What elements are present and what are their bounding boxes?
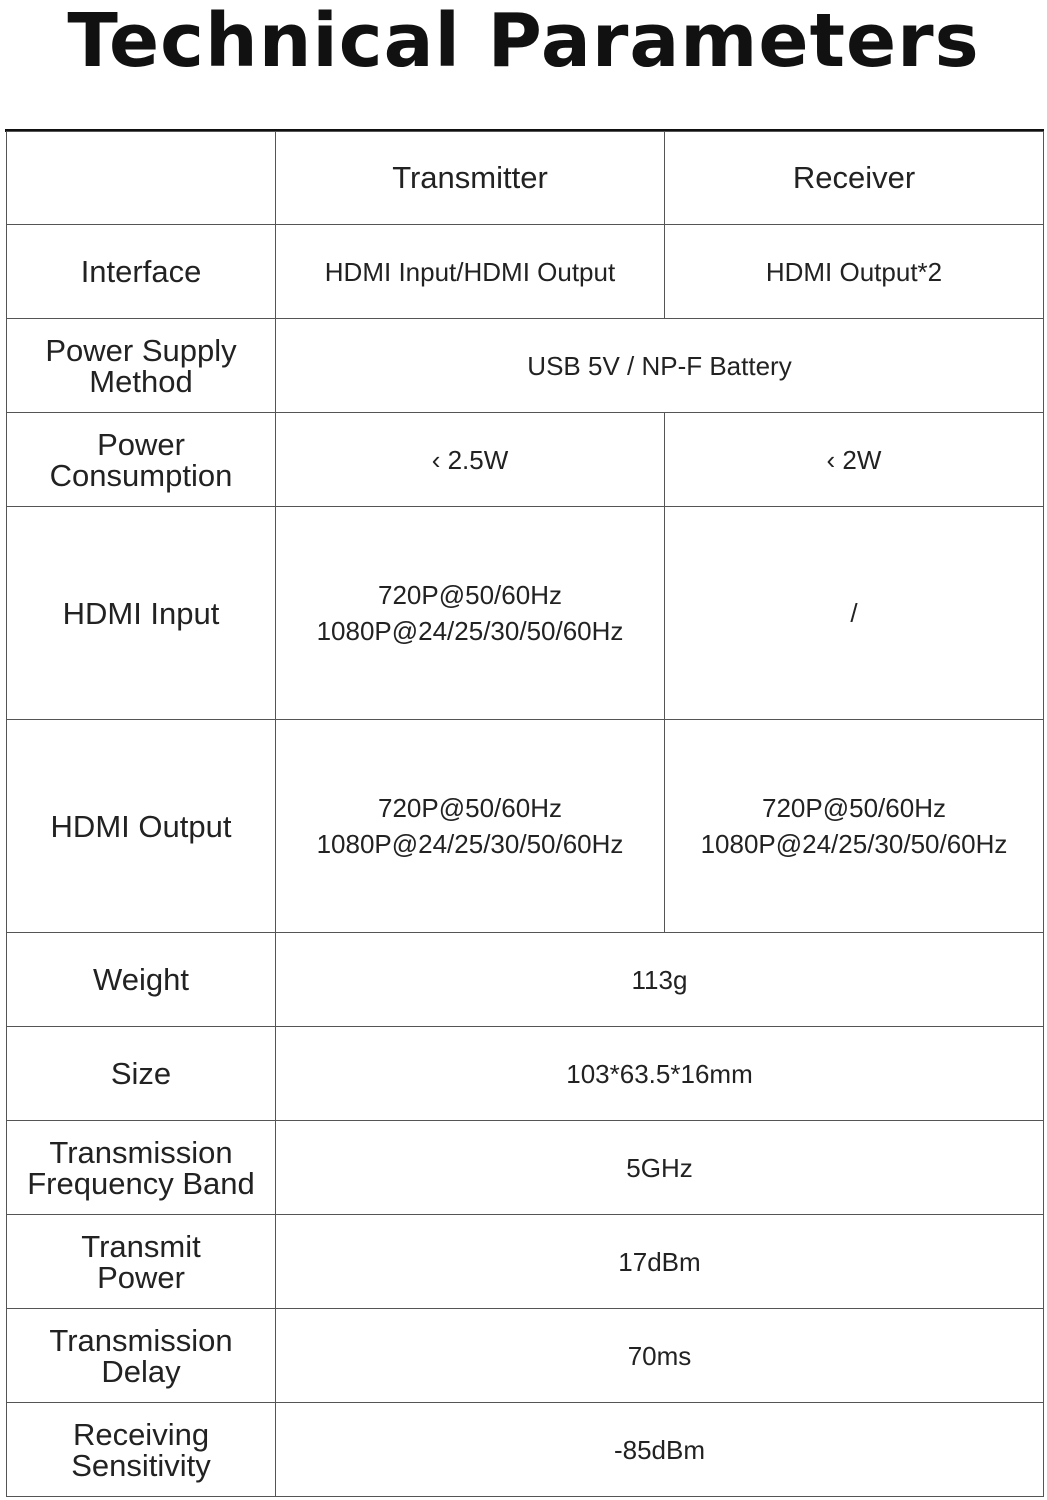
row-label-transmit-power	[7, 1215, 276, 1309]
corner-cell	[7, 132, 276, 225]
hdmi-output-transmitter	[276, 720, 665, 933]
label-line: Receiving	[72, 1416, 210, 1452]
row-label-transmission-delay	[7, 1309, 276, 1403]
row-label-power-supply	[7, 319, 276, 413]
row-label-frequency-band	[7, 1121, 276, 1215]
row-label-hdmi-output: HDMI Output	[7, 720, 276, 933]
row-label-weight: Weight	[7, 933, 276, 1027]
table-row	[7, 413, 1044, 507]
power-consumption-receiver: ‹ 2W	[665, 413, 1044, 507]
power-supply-value: USB 5V / NP-F Battery	[276, 319, 1044, 413]
value-line: 720P@50/60Hz	[378, 793, 562, 823]
label-line: Power	[97, 426, 185, 462]
table-row	[7, 1121, 1044, 1215]
power-consumption-transmitter: ‹ 2.5W	[276, 413, 665, 507]
table-row	[7, 225, 1044, 319]
table-row	[7, 933, 1044, 1027]
table-row	[7, 720, 1044, 933]
row-label-hdmi-input: HDMI Input	[7, 507, 276, 720]
hdmi-input-transmitter	[276, 507, 665, 720]
column-header-receiver: Receiver	[665, 132, 1044, 225]
interface-transmitter: HDMI Input/HDMI Output	[276, 225, 665, 319]
label-line: Power	[97, 1259, 185, 1295]
value-line: 720P@50/60Hz	[378, 580, 562, 610]
hdmi-output-receiver	[665, 720, 1044, 933]
table-row	[7, 1309, 1044, 1403]
table-row	[7, 1215, 1044, 1309]
transmit-power-value: 17dBm	[276, 1215, 1044, 1309]
hdmi-input-receiver: /	[665, 507, 1044, 720]
size-value: 103*63.5*16mm	[276, 1027, 1044, 1121]
frequency-band-value: 5GHz	[276, 1121, 1044, 1215]
row-label-power-consumption	[7, 413, 276, 507]
table-row	[7, 319, 1044, 413]
label-line: Sensitivity	[71, 1447, 211, 1483]
label-line: Transmit	[81, 1228, 201, 1264]
label-line: Transmission	[49, 1134, 233, 1170]
label-line: Delay	[101, 1353, 181, 1389]
value-line: 1080P@24/25/30/50/60Hz	[316, 829, 624, 859]
row-label-receiving-sensitivity	[7, 1403, 276, 1497]
label-line: Frequency Band	[27, 1165, 255, 1201]
row-label-size: Size	[7, 1027, 276, 1121]
label-line: Transmission	[49, 1322, 233, 1358]
value-line: 1080P@24/25/30/50/60Hz	[316, 616, 624, 646]
interface-receiver: HDMI Output*2	[665, 225, 1044, 319]
table-row	[7, 507, 1044, 720]
spec-table	[6, 131, 1044, 1497]
transmission-delay-value: 70ms	[276, 1309, 1044, 1403]
label-line: Consumption	[49, 457, 233, 493]
header-row	[7, 132, 1044, 225]
value-line: 1080P@24/25/30/50/60Hz	[700, 829, 1008, 859]
row-label-interface: Interface	[7, 225, 276, 319]
receiving-sensitivity-value: -85dBm	[276, 1403, 1044, 1497]
page-title: Technical Parameters	[67, 0, 980, 84]
table-row	[7, 1403, 1044, 1497]
weight-value: 113g	[276, 933, 1044, 1027]
table-row	[7, 1027, 1044, 1121]
label-line: Method	[89, 363, 193, 399]
value-line: 720P@50/60Hz	[762, 793, 946, 823]
column-header-transmitter: Transmitter	[276, 132, 665, 225]
label-line: Power Supply	[45, 332, 237, 368]
